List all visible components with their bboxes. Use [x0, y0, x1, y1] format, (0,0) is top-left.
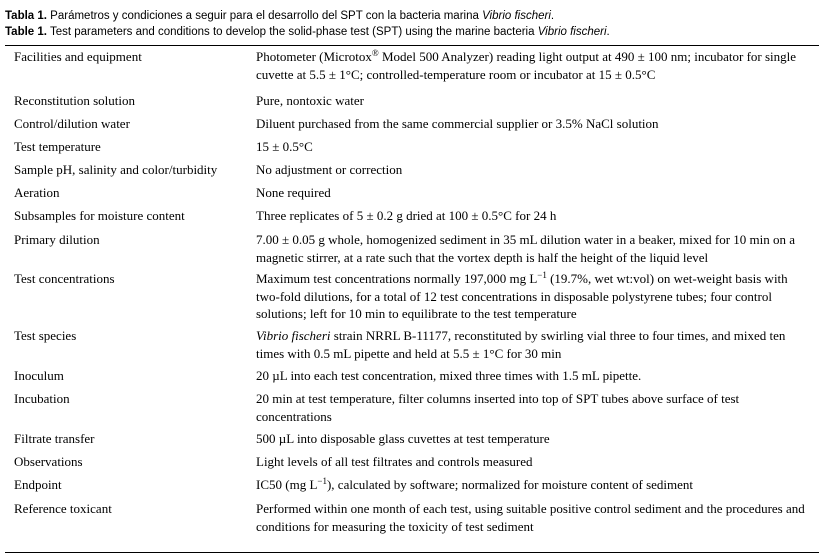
registered-mark: ®	[371, 48, 379, 58]
caption-english-species: Vibrio fischeri	[537, 26, 607, 38]
param-label: Aeration	[14, 185, 60, 200]
param-label: Subsamples for moisture content	[14, 208, 185, 223]
param-label: Incubation	[14, 391, 70, 406]
param-value	[256, 327, 819, 367]
table-caption	[5, 8, 820, 40]
table-row	[5, 390, 819, 430]
value-text: (19.7%, wet wt:vol) on wet-weight basis with two-fold dilutions, for a total of 12 test concentrations in disposable polystyrene tubes; four control solutions; left for 10 min to equilibrate to the test temperature	[256, 271, 788, 321]
param-value: 20 min at test temperature, filter columns inserted into top of SPT tubes above surface of test concentrations	[256, 391, 740, 424]
table-row	[5, 184, 819, 207]
param-value: No adjustment or correction	[256, 162, 403, 177]
param-label: Facilities and equipment	[14, 49, 142, 64]
caption-english	[5, 24, 820, 40]
caption-english-end: .	[606, 26, 610, 38]
table-top-rule	[5, 45, 819, 46]
caption-english-label: Table 1.	[5, 26, 47, 38]
caption-spanish	[5, 8, 820, 24]
param-label: Reconstitution solution	[14, 93, 135, 108]
value-text: Maximum test concentrations normally 197,000 mg L	[256, 271, 538, 286]
param-value: Three replicates of 5 ± 0.2 g dried at 100 ± 0.5°C for 24 h	[256, 208, 557, 223]
table-row	[5, 453, 819, 476]
param-value: None required	[256, 185, 331, 200]
param-label: Filtrate transfer	[14, 431, 95, 446]
value-text: ), calculated by software; normalized for moisture content of sediment	[326, 477, 694, 492]
table-row	[5, 92, 819, 115]
caption-spanish-species: Vibrio fischeri	[482, 10, 551, 22]
param-value	[256, 270, 819, 327]
table-row	[5, 48, 819, 92]
value-text: Photometer (Microtox	[256, 49, 372, 64]
param-label: Test concentrations	[14, 271, 115, 286]
param-value: Light levels of all test filtrates and controls measured	[256, 454, 533, 469]
param-value: Performed within one month of each test, using suitable positive control sediment and the procedures and conditions for measuring the toxicity of test sediment	[256, 501, 805, 534]
param-label: Reference toxicant	[14, 501, 112, 516]
param-label: Control/dilution water	[14, 116, 130, 131]
value-text: Model 500 Analyzer) reading light output at 490 ± 100 nm; incubator for single cuvette at 5.5 ± 1°C; controlled-temperature room or incubator at 15 ± 0.5°C	[256, 49, 797, 82]
table-row	[5, 367, 819, 390]
species-name: Vibrio fischeri	[256, 328, 331, 343]
table-row	[5, 500, 819, 538]
param-value: 500 µL into disposable glass cuvettes at test temperature	[256, 431, 550, 446]
param-label: Observations	[14, 454, 83, 469]
table-row	[5, 115, 819, 138]
param-label: Inoculum	[14, 368, 64, 383]
param-value: 15 ± 0.5°C	[256, 139, 313, 154]
param-value: Pure, nontoxic water	[256, 93, 364, 108]
param-value: 20 µL into each test concentration, mixed three times with 1.5 mL pipette.	[256, 368, 642, 383]
table-row	[5, 161, 819, 184]
param-label: Test species	[14, 328, 77, 343]
table-row	[5, 231, 819, 270]
param-label: Primary dilution	[14, 232, 100, 247]
caption-english-text: Test parameters and conditions to develop the solid-phase test (SPT) using the marine bacteria	[49, 26, 535, 38]
caption-spanish-label: Tabla 1.	[5, 10, 47, 22]
caption-spanish-end: .	[550, 10, 555, 22]
param-label: Test temperature	[14, 139, 101, 154]
param-label: Endpoint	[14, 477, 62, 492]
table-row	[5, 476, 819, 500]
value-text: strain NRRL B-11177, reconstituted by swirling vial three to four times, and mixed ten times with 0.5 mL pipette and held at 5.5 ± 1°C for 30 min	[256, 328, 786, 361]
exponent: −1	[317, 476, 327, 486]
param-value	[256, 476, 819, 500]
param-value: 7.00 ± 0.05 g whole, homogenized sediment in 35 mL dilution water in a beaker, mixed for 10 min on a magnetic stirrer, at a rate such that the vortex depth is half the height of the liquid level	[256, 232, 796, 265]
table-row	[5, 270, 819, 327]
table-row	[5, 138, 819, 161]
parameters-table	[5, 48, 819, 538]
param-value	[256, 48, 819, 92]
param-label: Sample pH, salinity and color/turbidity	[14, 162, 218, 177]
table-row	[5, 430, 819, 453]
value-text: IC50 (mg L	[256, 477, 318, 492]
exponent: −1	[537, 270, 547, 280]
param-value: Diluent purchased from the same commercial supplier or 3.5% NaCl solution	[256, 116, 659, 131]
caption-spanish-text: Parámetros y condiciones a seguir para el desarrollo del SPT con la bacteria marina	[50, 10, 479, 22]
table-row	[5, 207, 819, 231]
table-bottom-rule	[5, 552, 819, 553]
table-row	[5, 327, 819, 367]
